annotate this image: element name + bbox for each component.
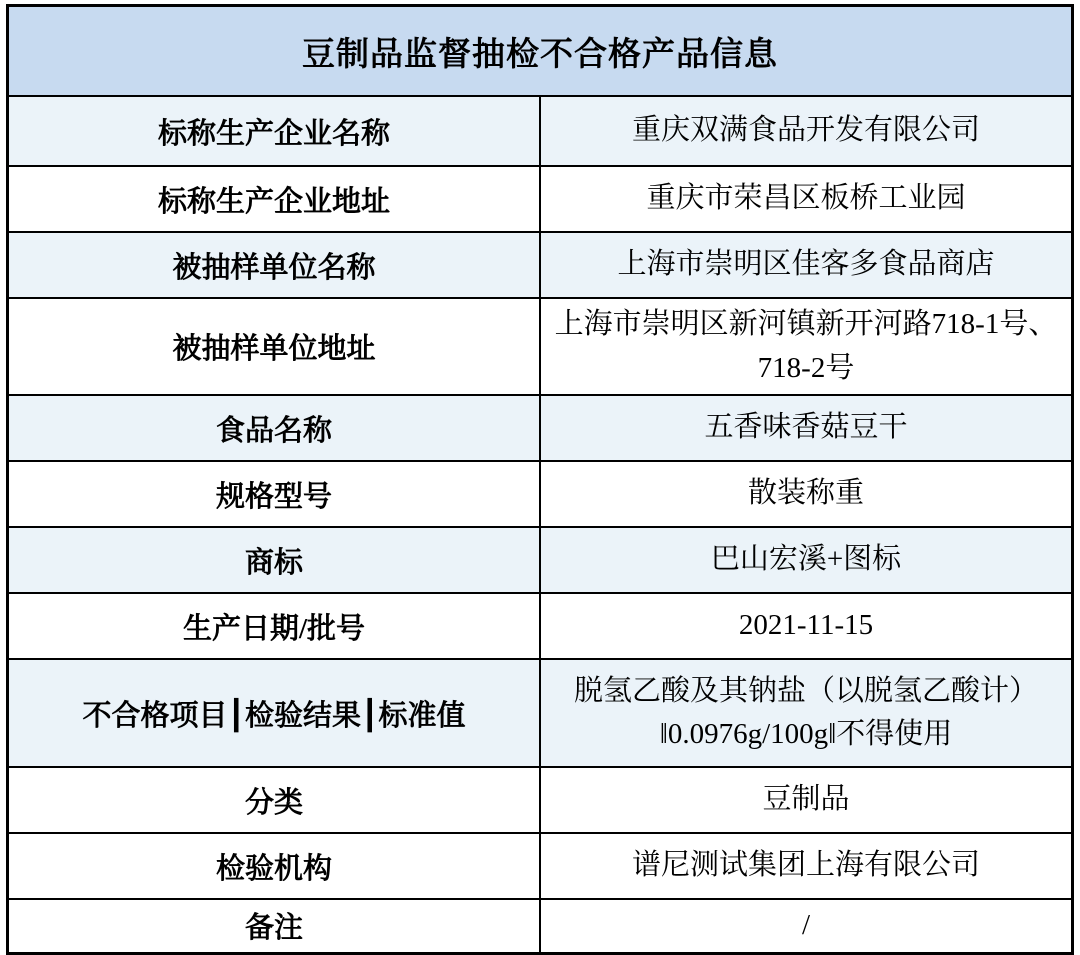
row-label: 食品名称 (8, 395, 541, 461)
row-label: 标称生产企业名称 (8, 96, 541, 166)
row-label: 被抽样单位名称 (8, 232, 541, 298)
table-row (8, 527, 1073, 593)
inspection-table (6, 4, 1074, 955)
table-row (8, 298, 1073, 395)
row-label: 规格型号 (8, 461, 541, 527)
row-label: 商标 (8, 527, 541, 593)
row-value: 巴山宏溪+图标 (540, 527, 1073, 593)
title-row (8, 6, 1073, 97)
row-label: 检验机构 (8, 833, 541, 899)
table-row (8, 461, 1073, 527)
row-label: 分类 (8, 767, 541, 833)
row-label: 标称生产企业地址 (8, 166, 541, 232)
row-label: 被抽样单位地址 (8, 298, 541, 395)
row-value: 重庆双满食品开发有限公司 (540, 96, 1073, 166)
table-row (8, 899, 1073, 953)
row-label: 生产日期/批号 (8, 593, 541, 659)
table-row (8, 166, 1073, 232)
table-row (8, 767, 1073, 833)
table-row (8, 659, 1073, 767)
row-value: 重庆市荣昌区板桥工业园 (540, 166, 1073, 232)
row-value: 上海市崇明区佳客多食品商店 (540, 232, 1073, 298)
row-value: 豆制品 (540, 767, 1073, 833)
row-label: 不合格项目┃检验结果┃标准值 (8, 659, 541, 767)
row-value: 脱氢乙酸及其钠盐（以脱氢乙酸计）‖0.0976g/100g‖不得使用 (540, 659, 1073, 767)
row-label: 备注 (8, 899, 541, 953)
row-value: 五香味香菇豆干 (540, 395, 1073, 461)
table-row (8, 593, 1073, 659)
table-row (8, 395, 1073, 461)
table-row (8, 232, 1073, 298)
row-value: 谱尼测试集团上海有限公司 (540, 833, 1073, 899)
row-value: / (540, 899, 1073, 953)
table-title: 豆制品监督抽检不合格产品信息 (8, 6, 1073, 97)
table-row (8, 833, 1073, 899)
table-row (8, 96, 1073, 166)
row-value: 上海市崇明区新河镇新开河路718-1号、718-2号 (540, 298, 1073, 395)
row-value: 散装称重 (540, 461, 1073, 527)
row-value: 2021-11-15 (540, 593, 1073, 659)
